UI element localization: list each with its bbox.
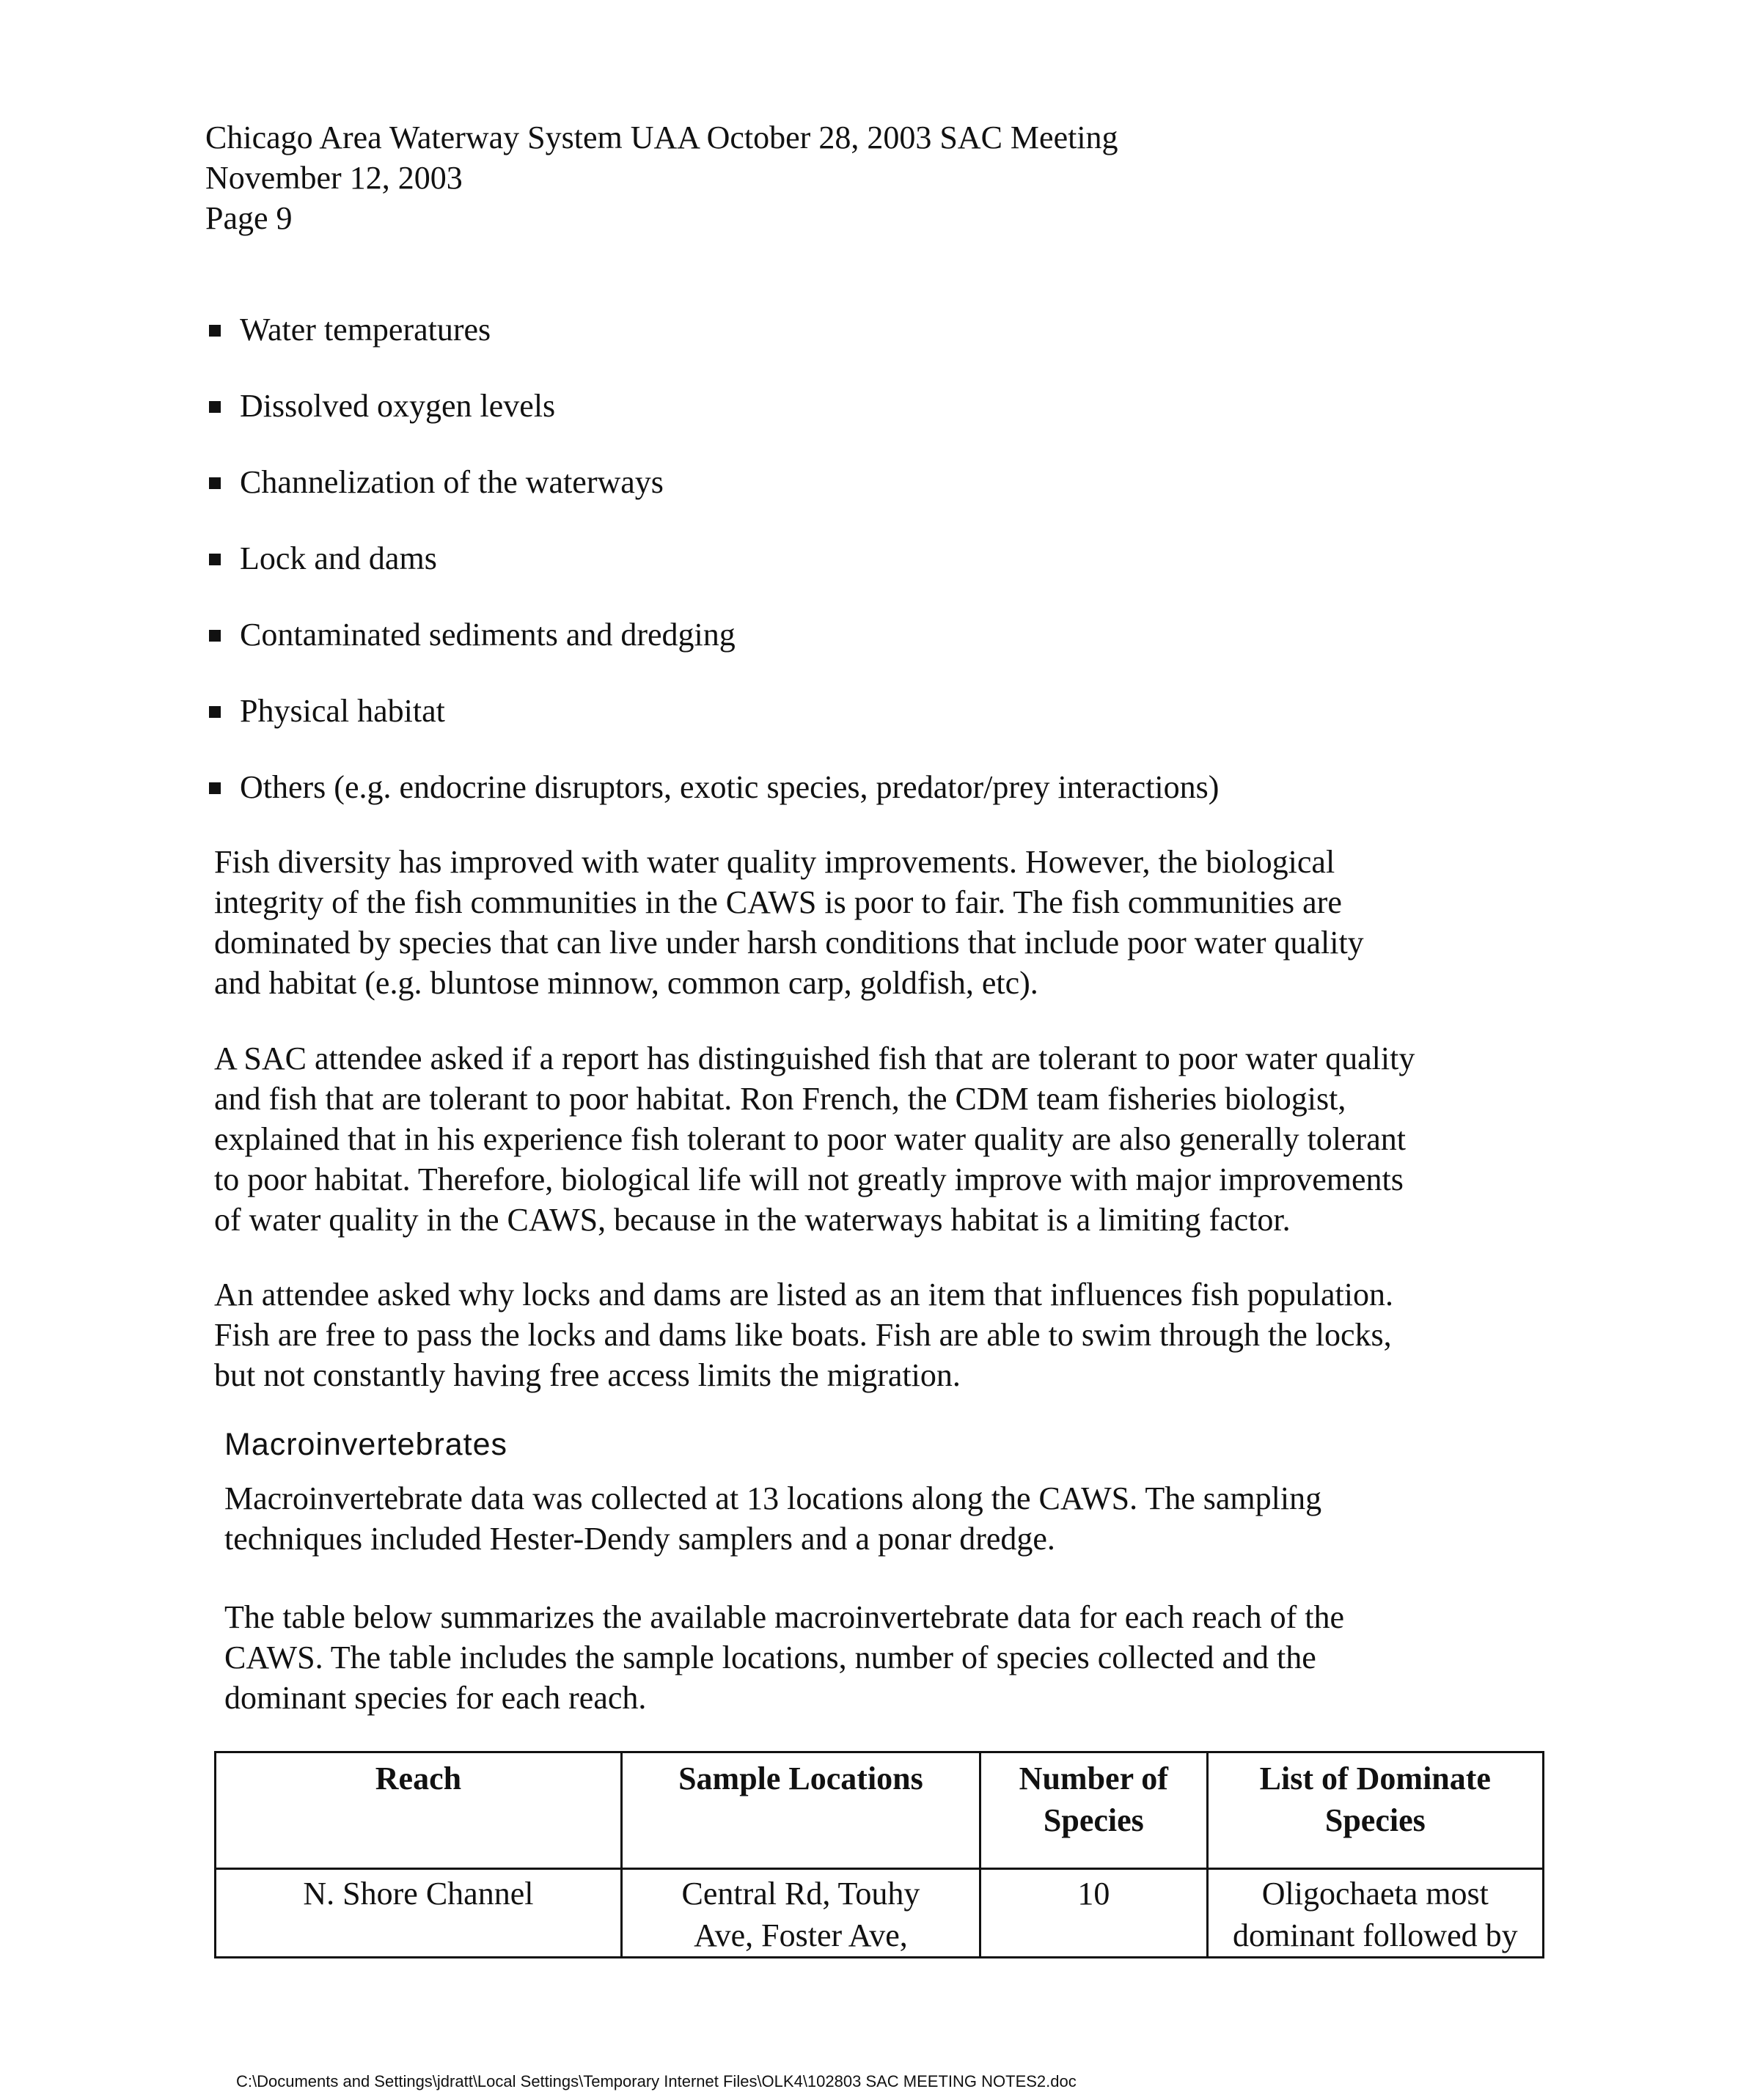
page-header <box>205 117 1118 238</box>
square-bullet-icon <box>209 782 221 794</box>
paragraph-line: techniques included Hester-Dendy samplers and a ponar dredge. <box>224 1521 1055 1557</box>
paragraph-line: and fish that are tolerant to poor habitat. Ron French, the CDM team fisheries biologist, <box>214 1081 1346 1117</box>
paragraph-line: Fish diversity has improved with water quality improvements. However, the biological <box>214 844 1335 880</box>
column-header-reach: Reach <box>216 1752 622 1869</box>
table-row <box>216 1869 1544 1958</box>
cell-sample-locations: Central Rd, Touhy Ave, Foster Ave, <box>621 1869 980 1958</box>
paragraph-line: dominant species for each reach. <box>224 1680 647 1716</box>
paragraph-line: Fish are free to pass the locks and dams like boats. Fish are able to swim through the locks, <box>214 1317 1392 1353</box>
paragraph-line: CAWS. The table includes the sample locations, number of species collected and the <box>224 1640 1316 1675</box>
cell-number-of-species: 10 <box>980 1869 1208 1958</box>
paragraph-line: but not constantly having free access limits the migration. <box>214 1357 961 1393</box>
table-intro-paragraph <box>224 1597 1559 1718</box>
paragraph-line: and habitat (e.g. bluntose minnow, common carp, goldfish, etc). <box>214 965 1038 1001</box>
paragraph-line: An attendee asked why locks and dams are listed as an item that influences fish population. <box>214 1277 1393 1312</box>
paragraph-line: A SAC attendee asked if a report has distinguished fish that are tolerant to poor water quality <box>214 1040 1415 1076</box>
paragraph-line: dominated by species that can live under harsh conditions that include poor water quality <box>214 925 1364 961</box>
list-item: Contaminated sediments and dredging <box>209 612 1219 688</box>
square-bullet-icon <box>209 554 221 565</box>
sac-attendee-paragraph <box>214 1038 1549 1240</box>
column-header-dominant-species: List of Dominate Species <box>1207 1752 1543 1869</box>
list-item: Physical habitat <box>209 688 1219 764</box>
list-item: Lock and dams <box>209 535 1219 612</box>
column-header-number-of-species: Number of Species <box>980 1752 1208 1869</box>
square-bullet-icon <box>209 477 221 489</box>
paragraph-line: Macroinvertebrate data was collected at 13 locations along the CAWS. The sampling <box>224 1480 1322 1516</box>
header-title: Chicago Area Waterway System UAA October 28, 2003 SAC Meeting <box>205 120 1118 155</box>
square-bullet-icon <box>209 325 221 337</box>
paragraph-line: integrity of the fish communities in the CAWS is poor to fair. The fish communities are <box>214 884 1342 920</box>
list-item: Dissolved oxygen levels <box>209 383 1219 459</box>
header-page-number: Page 9 <box>205 200 293 236</box>
fish-diversity-paragraph <box>214 842 1549 1003</box>
cell-reach: N. Shore Channel <box>216 1869 622 1958</box>
macroinvertebrate-table <box>214 1751 1544 1958</box>
column-header-sample-locations: Sample Locations <box>621 1752 980 1869</box>
paragraph-line: to poor habitat. Therefore, biological life will not greatly improve with major improvements <box>214 1161 1404 1197</box>
list-item: Others (e.g. endocrine disruptors, exotic species, predator/prey interactions) <box>209 764 1219 840</box>
square-bullet-icon <box>209 401 221 413</box>
influence-factors-list <box>209 306 1219 840</box>
cell-dominant-species: Oligochaeta most dominant followed by <box>1207 1869 1543 1958</box>
header-date: November 12, 2003 <box>205 160 463 196</box>
locks-dams-paragraph <box>214 1274 1549 1395</box>
section-heading-macroinvertebrates: Macroinvertebrates <box>224 1427 508 1462</box>
paragraph-line: The table below summarizes the available macroinvertebrate data for each reach of the <box>224 1599 1345 1635</box>
list-item: Channelization of the waterways <box>209 459 1219 535</box>
file-path-footer: C:\Documents and Settings\jdratt\Local Settings\Temporary Internet Files\OLK4\102803 SAC MEETING NOTES2.doc <box>236 2072 1077 2090</box>
table-header-row <box>216 1752 1544 1869</box>
square-bullet-icon <box>209 630 221 642</box>
macro-collected-paragraph <box>224 1478 1559 1559</box>
list-item: Water temperatures <box>209 306 1219 383</box>
square-bullet-icon <box>209 706 221 718</box>
paragraph-line: explained that in his experience fish tolerant to poor water quality are also generally tolerant <box>214 1121 1406 1157</box>
paragraph-line: of water quality in the CAWS, because in the waterways habitat is a limiting factor. <box>214 1202 1291 1238</box>
